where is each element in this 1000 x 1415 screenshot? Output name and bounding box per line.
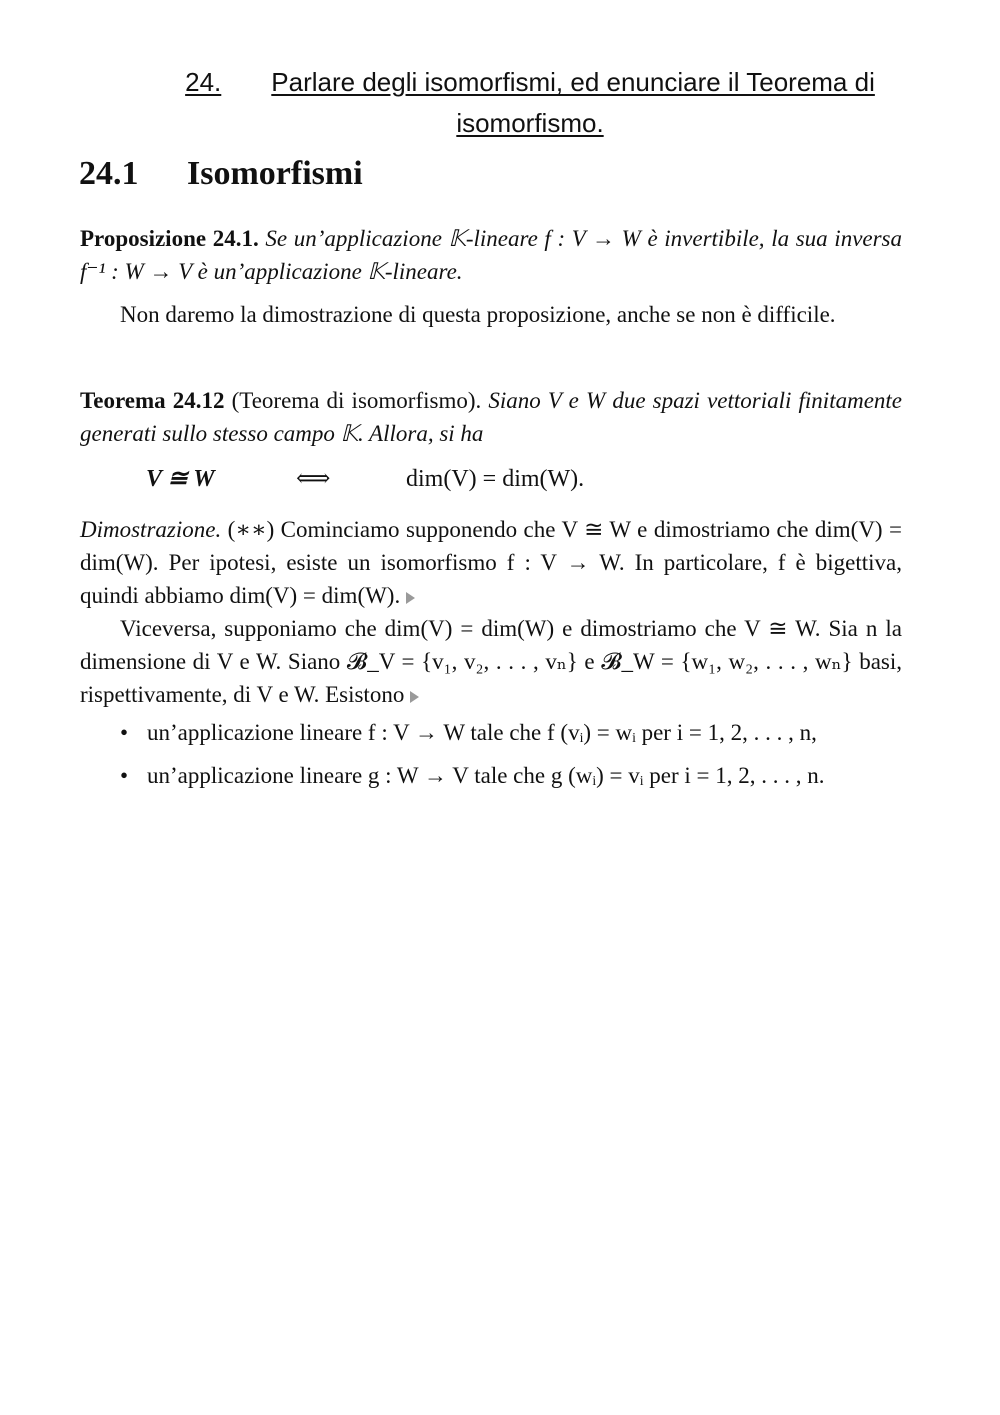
bullet-icon: • — [120, 763, 129, 788]
bullet-text: un’applicazione lineare f : V → W tale che f (vᵢ) = wᵢ per i = 1, 2, . . . , n, — [147, 720, 817, 745]
proof-paragraph-1 — [80, 513, 902, 612]
proposition-label: Proposizione 24.1. — [80, 226, 259, 251]
theorem-statement: Siano V e W due spazi vettoriali finitamente generati sullo stesso campo 𝕂. Allora, si ha — [80, 388, 903, 446]
formula-rhs: dim(V) = dim(W). — [406, 466, 585, 492]
formula-iff: ⟺ — [296, 466, 331, 492]
proof-bullet-list — [120, 716, 902, 792]
section-number: 24.1 — [79, 155, 139, 192]
proposition-block — [80, 222, 902, 288]
title-text: Parlare degli isomorfismi, ed enunciare il Teorema di isomorfismo. — [271, 67, 875, 138]
theorem-name: (Teorema di isomorfismo). — [231, 388, 482, 413]
theorem-block — [80, 384, 902, 450]
theorem-formula — [146, 462, 584, 496]
list-item — [120, 716, 902, 749]
section-title: Isomorfismi — [187, 155, 363, 192]
proof-label: Dimostrazione. — [80, 517, 222, 542]
section-heading — [79, 152, 363, 196]
list-item — [120, 759, 902, 792]
proof-text-2: Viceversa, supponiamo che dim(V) = dim(W) e dimostriamo che V ≅ W. Sia n la dimensione di V e W. Siano 𝓑_V = {v₁, v₂, . . . , vₙ} e 𝓑_W = {w₁, w₂, . . . , wₙ} basi, rispettivamente, di V e W. Esistono — [80, 616, 902, 707]
bullet-text: un’applicazione lineare g : W → V tale che g (wᵢ) = vᵢ per i = 1, 2, . . . , n. — [147, 763, 825, 788]
continuation-marker-icon — [406, 592, 415, 604]
title-number: 24. — [185, 67, 222, 97]
theorem-label: Teorema 24.12 — [80, 388, 225, 413]
proof-text-1: (∗∗) Cominciamo supponendo che V ≅ W e dimostriamo che dim(V) = dim(W). Per ipotesi, esiste un isomorfismo f : V → W. In particolare, f è bigettiva, quindi abbiamo dim(V) = dim(W). — [80, 517, 903, 608]
formula-lhs: V ≅ W — [146, 466, 215, 492]
proposition-statement: Se un’applicazione 𝕂-lineare f : V → W è invertibile, la sua inversa f⁻¹ : W → V è un’applicazione 𝕂-lineare. — [80, 226, 903, 284]
remark-paragraph: Non daremo la dimostrazione di questa proposizione, anche se non è difficile. — [120, 302, 836, 327]
bullet-icon: • — [120, 720, 129, 745]
proof-paragraph-2 — [80, 612, 902, 711]
page-title — [130, 62, 930, 144]
continuation-marker-icon — [410, 691, 419, 703]
